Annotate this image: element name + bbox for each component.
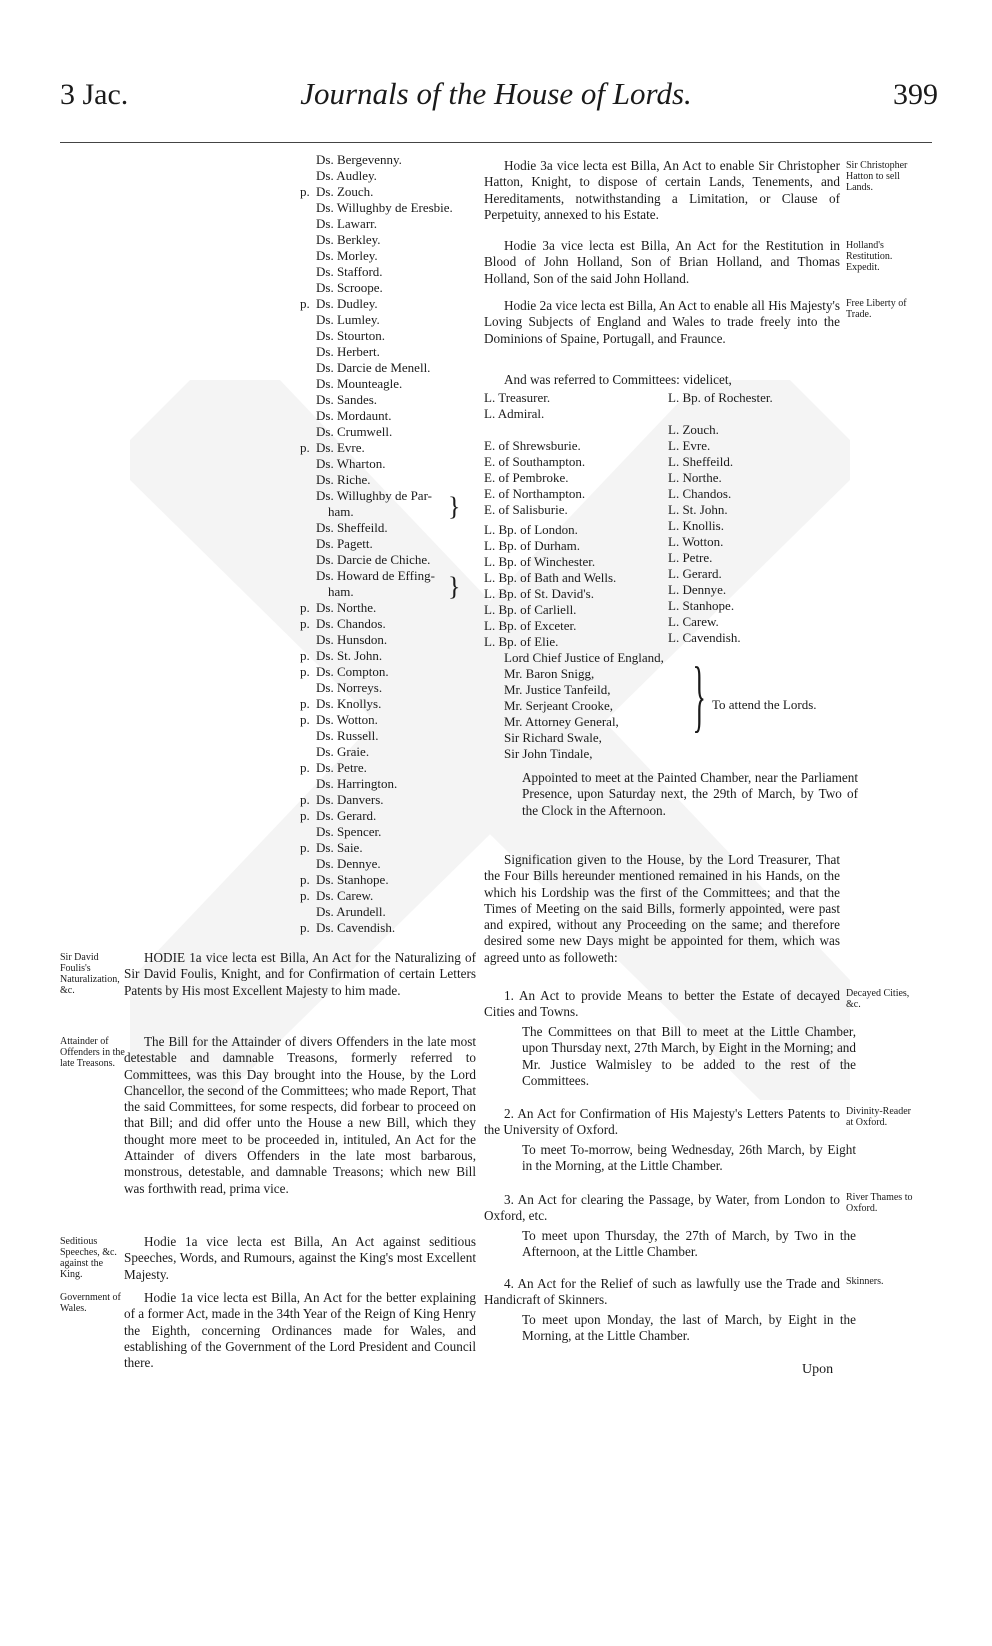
attend-label: To attend the Lords. [712, 697, 817, 712]
present-mark: p. [300, 296, 310, 311]
margin-note-wales: Government of Wales. [60, 1292, 121, 1314]
lord-name: Ds. Darcie de Chiche. [316, 552, 431, 567]
lord-name: Ds. Knollys. [316, 696, 382, 711]
lord-name: Ds. Arundell. [316, 904, 386, 919]
committee-member: L. Treasurer. [484, 390, 551, 405]
lord-name: Ds. Norreys. [316, 680, 383, 695]
present-mark: p. [300, 184, 310, 199]
roll-entry [300, 392, 377, 408]
lord-name: Ds. Darcie de Menell. [316, 360, 431, 375]
lord-name: Ds. Spencer. [316, 824, 382, 839]
paragraph-trade: Hodie 2a vice lecta est Billa, An Act to enable all His Majesty's Loving Subjects of England and Wales to trade freely into the Dominions of Spaine, Portugall, and Fraunce. [484, 298, 840, 346]
roll-entry [300, 824, 381, 840]
present-mark: p. [300, 840, 310, 855]
margin-note-seditious: Seditious Speeches, &c. against the King. [60, 1236, 117, 1280]
lord-name: Ds. Stanhope. [316, 872, 389, 887]
present-mark: p. [300, 792, 310, 807]
lord-name: Ds. Saie. [316, 840, 363, 855]
paragraph-holland: Hodie 3a vice lecta est Billa, An Act for the Restitution in Blood of John Holland, Son of Brian Holland, and Thomas Holland, Son of the said John Holland. [484, 238, 840, 286]
present-mark: p. [300, 440, 310, 455]
roll-entry [300, 808, 376, 824]
page-title: Journals of the House of Lords. [300, 76, 692, 111]
committee-member: L. Bp. of Bath and Wells. [484, 570, 617, 585]
header-rule [60, 142, 932, 143]
lord-name: Ds. Willughby de Par- [316, 488, 432, 503]
committee-member: L. Sheffeild. [668, 454, 734, 469]
committee-member: L. Cavendish. [668, 630, 741, 645]
lord-name: Ds. Wharton. [316, 456, 386, 471]
committee-member: E. of Northampton. [484, 486, 586, 501]
catchword: Upon [802, 1362, 834, 1377]
present-mark: p. [300, 664, 310, 679]
lord-name: Ds. Herbert. [316, 344, 380, 359]
present-mark: p. [300, 872, 310, 887]
committee-member: L. Northe. [668, 470, 722, 485]
present-mark: p. [300, 888, 310, 903]
lord-name: Ds. Northe. [316, 600, 377, 615]
lord-name: Ds. Audley. [316, 168, 377, 183]
roll-entry [300, 344, 380, 360]
committee-member: L. Stanhope. [668, 598, 735, 613]
roll-entry [300, 520, 388, 536]
committee-member: E. of Salisburie. [484, 502, 568, 517]
roll-entry [300, 664, 389, 680]
roll-entry [300, 248, 378, 264]
lord-name: Ds. Sandes. [316, 392, 378, 407]
committee-member: L. Zouch. [668, 422, 719, 437]
committee-member: L. Bp. of Winchester. [484, 554, 596, 569]
margin-note-foulis: Sir David Foulis's Naturalization, &c. [60, 952, 120, 996]
present-mark: p. [300, 808, 310, 823]
bill-2-title: 2. An Act for Confirmation of His Majesty's Letters Patents to the University of Oxford. [484, 1106, 840, 1138]
roll-entry [300, 760, 367, 776]
present-mark: p. [300, 648, 310, 663]
lord-name: Ds. Stourton. [316, 328, 385, 343]
roll-entry [300, 152, 402, 168]
bill-3-meeting: To meet upon Thursday, the 27th of March, by Two in the Afternoon, at the Little Chamber. [522, 1228, 856, 1260]
committee-member: L. Dennye. [668, 582, 727, 597]
attendant: Mr. Baron Snigg, [504, 666, 595, 681]
roll-entry [300, 840, 363, 856]
roll-entry [300, 552, 430, 568]
committee-member: L. St. John. [668, 502, 728, 517]
roll-entry [300, 680, 382, 696]
roll-entry [300, 904, 386, 920]
margin-note-decayed: Decayed Cities, &c. [846, 988, 910, 1010]
lord-name: Ds. Bergevenny. [316, 152, 402, 167]
roll-entry [300, 488, 432, 504]
roll-entry [300, 616, 386, 632]
attendant: Mr. Attorney General, [504, 714, 619, 729]
committee-member: E. of Shrewsburie. [484, 438, 581, 453]
margin-note-divinity: Divinity-Reader at Oxford. [846, 1106, 911, 1128]
roll-entry [300, 920, 395, 936]
present-mark: p. [300, 760, 310, 775]
present-mark: p. [300, 600, 310, 615]
lord-name: Ds. St. John. [316, 648, 383, 663]
lord-name: Ds. Willughby de Eresbie. [316, 200, 453, 215]
roll-entry [300, 504, 354, 520]
roll-entry [300, 856, 381, 872]
bill-1-title: 1. An Act to provide Means to better the Estate of decayed Cities and Towns. [484, 988, 840, 1020]
attendant: Sir John Tindale, [504, 746, 593, 761]
lord-name: ham. [328, 504, 354, 519]
bill-4-title: 4. An Act for the Relief of such as lawfully use the Trade and Handicraft of Skinners. [484, 1276, 840, 1308]
bill-3-title: 3. An Act for clearing the Passage, by Water, from London to Oxford, etc. [484, 1192, 840, 1224]
lord-name: Ds. Russell. [316, 728, 379, 743]
paragraph-wales: Hodie 1a vice lecta est Billa, An Act for the better explaining of a former Act, made in the 34th Year of the Reign of King Henry the Eighth, concerning Ordinances made for Wales, and establishing of the Government of the Lord President and Council there. [124, 1290, 476, 1371]
margin-note-thames: River Thames to Oxford. [846, 1192, 913, 1214]
committee-member: L. Bp. of Elie. [484, 634, 559, 649]
lord-name: Ds. Gerard. [316, 808, 377, 823]
committee-member: L. Bp. of Rochester. [668, 390, 773, 405]
roll-entry [300, 184, 373, 200]
roll-entry [300, 648, 382, 664]
margin-note-trade: Free Liberty of Trade. [846, 298, 907, 320]
lord-name: Ds. Mordaunt. [316, 408, 392, 423]
roll-entry [300, 792, 384, 808]
lord-name: Ds. Carew. [316, 888, 374, 903]
attendant: Mr. Justice Tanfeild, [504, 682, 611, 697]
roll-entry [300, 360, 430, 376]
committee-member: L. Knollis. [668, 518, 724, 533]
present-mark: p. [300, 696, 310, 711]
roll-entry [300, 728, 378, 744]
lord-name: Ds. Danvers. [316, 792, 384, 807]
committee-member: L. Wotton. [668, 534, 724, 549]
attendants-brace: } [692, 652, 706, 740]
margin-note-holland: Holland's Restitution. Expedit. [846, 240, 893, 273]
roll-entry [300, 312, 380, 328]
roll-entry [300, 424, 392, 440]
roll-entry [300, 328, 385, 344]
paragraph-attainder: The Bill for the Attainder of divers Offenders in the late most detestable and damnable Treasons, formerly referred to Committees, was this Day brought into the House, by the Lord Chancellor, the second of the Committees; who made Report, That the said Committees, for some respects, did forbear to proceed on that Bill; and did offer unto the House a new Bill, which they thought more meet to be proceeded in, intituled, An Act for the Attainder of divers Offenders in the late most barbarous, monstrous, detestable, and damnable Treasons; which new Bill was forthwith read, prima vice. [124, 1034, 476, 1196]
lord-name: Ds. Stafford. [316, 264, 383, 279]
lord-name: Ds. Compton. [316, 664, 389, 679]
bill-2-meeting: To meet To-morrow, being Wednesday, 26th March, by Eight in the Morning, at the Little Chamber. [522, 1142, 856, 1174]
roll-entry [300, 264, 383, 280]
lord-name: Ds. Scroope. [316, 280, 383, 295]
roll-entry [300, 376, 402, 392]
committee-member: L. Bp. of Exceter. [484, 618, 577, 633]
lord-name: Ds. Crumwell. [316, 424, 393, 439]
roll-entry [300, 600, 376, 616]
committee-member: L. Bp. of Carliell. [484, 602, 577, 617]
lord-name: Ds. Hunsdon. [316, 632, 388, 647]
lord-name: Ds. Pagett. [316, 536, 373, 551]
lord-name: Ds. Mounteagle. [316, 376, 403, 391]
roll-entry [300, 632, 387, 648]
paragraph-seditious: Hodie 1a vice lecta est Billa, An Act against seditious Speeches, Words, and Rumours, against the King's most Excellent Majesty. [124, 1234, 476, 1282]
committee-member: L. Petre. [668, 550, 713, 565]
paragraph-foulis: HODIE 1a vice lecta est Billa, An Act for the Naturalizing of Sir David Foulis, Knight, and for Confirmation of certain Letters Patents by His most Excellent Majesty to him made. [124, 950, 476, 998]
committee-member: L. Gerard. [668, 566, 722, 581]
roll-entry [300, 440, 365, 456]
present-mark: p. [300, 616, 310, 631]
lord-name: Ds. Evre. [316, 440, 365, 455]
roll-entry [300, 744, 369, 760]
lord-name: Ds. Graie. [316, 744, 370, 759]
committee-member: E. of Pembroke. [484, 470, 569, 485]
roll-entry [300, 584, 354, 600]
brace-parham: } [448, 492, 461, 521]
margin-note-attainder: Attainder of Offenders in the late Treasons. [60, 1036, 125, 1069]
lord-name: Ds. Harrington. [316, 776, 398, 791]
margin-note-hatton: Sir Christopher Hatton to sell Lands. [846, 160, 908, 193]
lord-name: Ds. Riche. [316, 472, 371, 487]
lord-name: Ds. Lawarr. [316, 216, 378, 231]
roll-entry [300, 536, 373, 552]
bill-4-meeting: To meet upon Monday, the last of March, by Eight in the Morning, at the Little Chamber. [522, 1312, 856, 1344]
roll-entry [300, 216, 377, 232]
brace-effingham: } [448, 572, 461, 601]
paragraph-signification: Signification given to the House, by the Lord Treasurer, That the Four Bills hereunder mentioned remained in his Hands, on the which his Lordship was the first of the Committees; and that the Times of Meeting on the said Bills, formerly appointed, were past and expired, without any Proceeding on the same; and therefore desired some new Days might be appointed for them, which was agreed unto as followeth: [484, 852, 840, 965]
present-mark: p. [300, 920, 310, 935]
bill-1-meeting: The Committees on that Bill to meet at the Little Chamber, upon Thursday next, 27th March, by Eight in the Morning; and Mr. Justice Walmisley to be added to the rest of the Committees. [522, 1024, 856, 1088]
lord-name: ham. [328, 584, 354, 599]
paragraph-referred: And was referred to Committees: videlicet, [504, 372, 732, 387]
present-mark: p. [300, 712, 310, 727]
lord-name: Ds. Lumley. [316, 312, 380, 327]
roll-entry [300, 456, 385, 472]
roll-entry [300, 408, 391, 424]
committee-member: L. Evre. [668, 438, 711, 453]
committee-member: L. Bp. of St. David's. [484, 586, 594, 601]
roll-entry [300, 280, 383, 296]
roll-entry [300, 200, 453, 216]
roll-entry [300, 696, 381, 712]
roll-entry [300, 168, 377, 184]
lord-name: Ds. Morley. [316, 248, 378, 263]
lord-name: Ds. Zouch. [316, 184, 374, 199]
roll-entry [300, 472, 371, 488]
header-left: 3 Jac. [60, 78, 129, 111]
margin-note-skinners: Skinners. [846, 1276, 884, 1287]
committee-member: L. Bp. of London. [484, 522, 578, 537]
roll-entry [300, 712, 378, 728]
roll-entry [300, 568, 435, 584]
lord-name: Ds. Sheffeild. [316, 520, 388, 535]
lord-name: Ds. Dennye. [316, 856, 381, 871]
committee-member: L. Chandos. [668, 486, 732, 501]
roll-entry [300, 888, 373, 904]
roll-entry [300, 232, 381, 248]
committee-member: L. Carew. [668, 614, 719, 629]
committee-member: L. Bp. of Durham. [484, 538, 581, 553]
committee-member: L. Admiral. [484, 406, 545, 421]
page-number: 399 [893, 78, 938, 111]
committee-member: E. of Southampton. [484, 454, 586, 469]
roll-entry [300, 296, 378, 312]
lord-name: Ds. Cavendish. [316, 920, 396, 935]
lord-name: Ds. Berkley. [316, 232, 381, 247]
roll-entry [300, 872, 389, 888]
paragraph-appointed: Appointed to meet at the Painted Chamber, near the Parliament Presence, upon Saturday next, the 29th of March, by Two of the Clock in the Afternoon. [522, 770, 858, 818]
roll-entry [300, 776, 397, 792]
paragraph-hatton: Hodie 3a vice lecta est Billa, An Act to enable Sir Christopher Hatton, Knight, to dispose of certain Lands, Tenements, and Hereditaments, notwithstanding a Limitation, or Clause of Perpetuity, annexed to his Estate. [484, 158, 840, 222]
lord-name: Ds. Chandos. [316, 616, 386, 631]
attendant: Mr. Serjeant Crooke, [504, 698, 614, 713]
lord-name: Ds. Dudley. [316, 296, 378, 311]
attendant: Lord Chief Justice of England, [504, 650, 664, 665]
lord-name: Ds. Petre. [316, 760, 367, 775]
lord-name: Ds. Wotton. [316, 712, 378, 727]
attendant: Sir Richard Swale, [504, 730, 602, 745]
lord-name: Ds. Howard de Effing- [316, 568, 435, 583]
